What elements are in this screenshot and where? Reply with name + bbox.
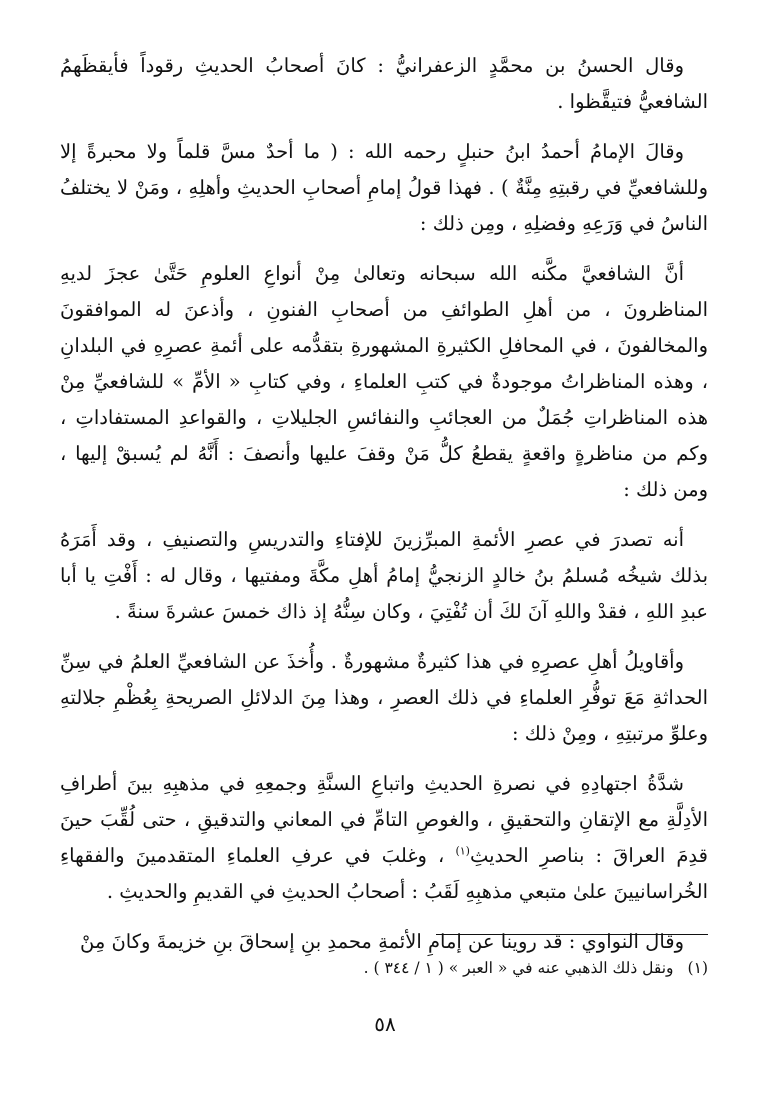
paragraph-contemporaries: وأقاويلُ أهلِ عصرِهِ في هذا كثيرةٌ مشهورةٌ . وأُخذَ عن الشافعيِّ العلمُ في سِنِّ الحداثةِ مَعَ توفُّرِ العلماءِ في ذلك العصرِ ، وهذا مِنَ الدلائلِ الصريحةِ بِعُظْمِ جلالتهِ وعلوِّ مرتبتِهِ ، ومِنْ ذلك : bbox=[60, 650, 708, 745]
paragraph-sciences: أنَّ الشافعيَّ مكَّنه الله سبحانه وتعالىٰ مِنْ أنواعِ العلومِ حَتَّىٰ عجزَ لديهِ المناظرونَ ، من أهلِ الطوائفِ من أصحابِ الفنونِ ، وأذعنَ له الموافقونَ والمخالفونَ ، في المحافلِ الكثيرةِ المشهورةِ بتقدُّمه على أئمةِ عصرِهِ في البلدانِ ، وهذه المناظراتُ موجودةٌ في كتبِ العلماءِ ، وفي كتابِ « الأمِّ » للشافعيِّ مِنْ هذه المناظراتِ جُمَلٌ من العجائبِ والنفائسِ الجليلاتِ ، والقواعدِ المستفاداتِ ، وكم من مناظرةٍ واقعةٍ يقطعُ كلُّ مَنْ وقفَ عليها وأنصفَ : أَنَّهُ لم يُسبقْ إليها ، ومن ذلك : bbox=[60, 262, 708, 501]
paragraph-zafarani: وقال الحسنُ بن محمَّدٍ الزعفرانيُّ : كانَ أصحابُ الحديثِ رقوداً فأيقظَهمُ الشافعيُّ فتيقَّظوا . bbox=[60, 54, 708, 113]
paragraph-hadith-support-text: شدَّةُ اجتهادِهِ في نصرةِ الحديثِ واتباعِ السنَّةِ وجمعِهِ في مذهبِهِ بينَ أطرافِ الأدِلَّةِ مع الإتقانِ والتحقيقِ ، والغوصِ التامِّ في المعاني والتدقيقِ ، حتى لُقِّبَ حينَ قدِمَ العراقَ : بناصرِ الحديثِ bbox=[60, 772, 708, 867]
paragraph-hadith-support-tail: ، وغلبَ في عرفِ العلماءِ المتقدمينَ والفقهاءِ الخُراسانيينَ علىٰ متبعي مذهبِهِ لَقَبُ : أصحابُ الحديثِ في القديمِ والحديثِ . bbox=[60, 844, 708, 903]
page-body bbox=[60, 48, 708, 974]
footnote-text: ونقل ذلك الذهبي عنه في « العبر » ( ١ / ٣٤٤ ) . bbox=[363, 959, 674, 977]
footnote-divider bbox=[436, 934, 708, 935]
footnote-reference[interactable]: (١) bbox=[455, 844, 470, 858]
paragraph-nawawi: وقال النواوي : قد روينا عن إمامِ الأئمةِ محمدِ بنِ إسحاقَ بنِ خزيمةَ وكانَ مِنْ bbox=[79, 930, 684, 953]
paragraph-fatwa: أنه تصدرَ في عصرِ الأئمةِ المبرِّزينَ للإفتاءِ والتدريسِ والتصنيفِ ، وقد أَمَرَهُ بذلك شيخُه مُسلمُ بنُ خالدٍ الزنجيُّ إمامُ أهلِ مكَّةَ ومفتيها ، وقال له : أَفْتِ يا أبا عبدِ اللهِ ، فقدْ واللهِ آنَ لكَ أن تُفْتِيَ ، وكان سِنُّهُ إذ ذاك خمسَ عشرةَ سنةً . bbox=[60, 528, 708, 623]
paragraph-ahmad-ibn-hanbal: وقالَ الإمامُ أحمدُ ابنُ حنبلٍ رحمه الله : ( ما أحدٌ مسَّ قلماً ولا محبرةً إلا وللشافعيِّ في رقبتِهِ مِنَّةٌ ) . فهذا قولُ إمامِ أصحابِ الحديثِ وأهلِهِ ، ومَنْ لا يختلفُ الناسُ في وَرَعِهِ وفضلِهِ ، ومِن ذلك : bbox=[60, 140, 708, 235]
paragraph-hadith-support bbox=[60, 766, 708, 910]
footnote bbox=[60, 955, 708, 981]
page-number: ٥٨ bbox=[374, 1012, 396, 1036]
footnote-number: (١) bbox=[687, 959, 708, 977]
